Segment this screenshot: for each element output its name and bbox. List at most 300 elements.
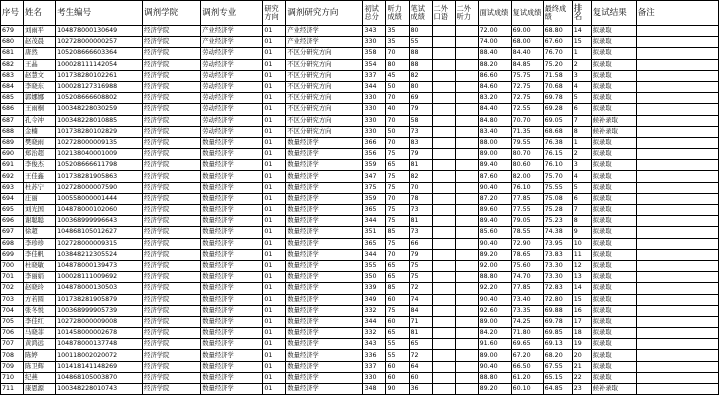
table-cell	[432, 160, 455, 171]
table-cell	[432, 26, 455, 37]
table-cell: 102138040001009	[56, 149, 143, 160]
table-cell: 数量经济学	[201, 216, 263, 227]
table-cell: 数量经济学	[201, 328, 263, 339]
table-cell: 01	[263, 283, 286, 294]
table-cell	[455, 171, 478, 182]
table-cell: 682	[1, 59, 24, 70]
table-cell: 88.80	[478, 272, 511, 283]
table-cell: 拟录取	[591, 372, 636, 383]
table-cell: 01	[263, 372, 286, 383]
table-cell: 数量经济学	[286, 272, 363, 283]
table-cell: 数量经济学	[201, 137, 263, 148]
table-cell: 69.78	[543, 93, 572, 104]
table-cell: 经济学院	[143, 350, 201, 361]
table-cell: 79	[409, 249, 432, 260]
table-cell	[455, 372, 478, 383]
table-cell: 李晓东	[24, 81, 56, 92]
table-cell: 104878000137748	[56, 339, 143, 350]
table-row	[1, 104, 719, 115]
table-cell: 黄鸿远	[24, 339, 56, 350]
table-cell: 100348228030259	[56, 104, 143, 115]
table-cell: 359	[363, 193, 386, 204]
table-cell	[636, 216, 718, 227]
table-row	[1, 305, 719, 316]
table-cell: 数量经济学	[286, 216, 363, 227]
table-cell: 经济学院	[143, 81, 201, 92]
table-cell: 01	[263, 350, 286, 361]
table-cell: 杜晓敏	[24, 260, 56, 271]
table-cell: 359	[363, 160, 386, 171]
table-cell: 庄丽	[24, 193, 56, 204]
table-cell	[636, 339, 718, 350]
table-row	[1, 115, 719, 126]
column-header: 初试总分	[363, 1, 386, 26]
table-cell: 23	[572, 384, 591, 395]
table-cell: 01	[263, 227, 286, 238]
table-row	[1, 26, 719, 37]
table-cell: 10	[572, 238, 591, 249]
table-cell: 7	[572, 205, 591, 216]
table-cell: 330	[363, 126, 386, 137]
table-cell: 01	[263, 37, 286, 48]
column-header: 研究方向	[263, 1, 286, 26]
table-cell	[636, 137, 718, 148]
table-row	[1, 160, 719, 171]
table-cell: 69.65	[511, 339, 543, 350]
table-cell	[455, 260, 478, 271]
table-cell	[432, 294, 455, 305]
table-cell: 拟录取	[591, 81, 636, 92]
table-cell: 89.20	[478, 384, 511, 395]
table-cell: 72.90	[511, 238, 543, 249]
table-cell: 数量经济学	[286, 372, 363, 383]
table-cell: 330	[363, 104, 386, 115]
table-cell: 104868105012627	[56, 227, 143, 238]
table-cell: 105208666603364	[56, 48, 143, 59]
table-cell: 刘光国	[24, 205, 56, 216]
table-cell: 71	[409, 316, 432, 327]
table-cell	[432, 149, 455, 160]
table-cell: 7	[572, 115, 591, 126]
table-cell: 332	[363, 305, 386, 316]
table-cell: 马晓菲	[24, 328, 56, 339]
column-header: 最终成绩	[543, 1, 572, 26]
table-cell: 67.20	[511, 350, 543, 361]
table-cell	[455, 339, 478, 350]
table-cell: 75.08	[543, 193, 572, 204]
table-cell: 75	[386, 305, 409, 316]
table-cell: 73.30	[543, 260, 572, 271]
table-cell: 74.38	[543, 227, 572, 238]
table-cell: 拟录取	[591, 171, 636, 182]
table-cell: 365	[363, 238, 386, 249]
table-cell	[455, 350, 478, 361]
table-cell: 692	[1, 171, 24, 182]
table-cell: 经济学院	[143, 37, 201, 48]
table-row	[1, 193, 719, 204]
table-cell: 6	[572, 104, 591, 115]
column-header: 姓名	[24, 1, 56, 26]
table-cell	[636, 305, 718, 316]
table-cell: 18	[572, 328, 591, 339]
table-cell: 689	[1, 137, 24, 148]
table-cell: 3	[572, 160, 591, 171]
table-cell: 711	[1, 384, 24, 395]
table-cell: 354	[363, 59, 386, 70]
table-cell: 拟录取	[591, 205, 636, 216]
table-cell: 355	[363, 260, 386, 271]
table-cell	[636, 316, 718, 327]
table-cell: 5	[572, 182, 591, 193]
table-cell	[432, 372, 455, 383]
table-cell: 699	[1, 249, 24, 260]
table-cell: 104878000130649	[56, 26, 143, 37]
table-cell: 01	[263, 81, 286, 92]
table-cell: 101738281905879	[56, 294, 143, 305]
table-cell	[432, 316, 455, 327]
table-cell: 数量经济学	[286, 205, 363, 216]
table-cell: 劳动经济学	[201, 48, 263, 59]
table-cell: 经济学院	[143, 227, 201, 238]
table-cell	[455, 160, 478, 171]
table-cell: 84	[409, 305, 432, 316]
table-cell: 90.40	[478, 238, 511, 249]
table-cell: 100028111009692	[56, 272, 143, 283]
table-cell: 344	[363, 249, 386, 260]
table-cell: 80	[409, 26, 432, 37]
table-cell: 85	[386, 283, 409, 294]
table-cell: 694	[1, 193, 24, 204]
table-cell: 拟录取	[591, 328, 636, 339]
table-cell: 李丽娟	[24, 272, 56, 283]
table-cell: 数量经济学	[201, 350, 263, 361]
table-cell: 4	[572, 171, 591, 182]
table-cell	[432, 216, 455, 227]
table-cell: 郭娜娜	[24, 93, 56, 104]
table-cell: 数量经济学	[201, 339, 263, 350]
table-cell: 87.20	[478, 193, 511, 204]
table-row	[1, 37, 719, 48]
table-cell	[432, 328, 455, 339]
table-cell: 83.40	[478, 126, 511, 137]
table-cell	[455, 283, 478, 294]
table-cell: 65	[409, 339, 432, 350]
table-cell: 数量经济学	[201, 283, 263, 294]
table-cell: 103848212305524	[56, 249, 143, 260]
table-cell: 拟录取	[591, 104, 636, 115]
table-cell: 拟录取	[591, 227, 636, 238]
table-cell: 69.00	[511, 26, 543, 37]
table-cell: 数量经济学	[201, 294, 263, 305]
table-row	[1, 361, 719, 372]
table-cell: 100028127316988	[56, 81, 143, 92]
table-cell: 赵茂晨	[24, 37, 56, 48]
table-cell: 70.68	[543, 81, 572, 92]
table-cell	[636, 81, 718, 92]
table-cell: 348	[363, 384, 386, 395]
table-cell: 87.60	[478, 171, 511, 182]
table-cell: 73.95	[543, 238, 572, 249]
table-cell: 王雨桐	[24, 104, 56, 115]
table-cell	[432, 81, 455, 92]
table-cell: 75	[386, 216, 409, 227]
table-cell: 劳动经济学	[201, 104, 263, 115]
table-cell	[636, 294, 718, 305]
table-cell: 拟录取	[591, 26, 636, 37]
table-cell: 经济学院	[143, 316, 201, 327]
table-cell: 76.70	[543, 48, 572, 59]
table-cell: 01	[263, 339, 286, 350]
table-cell: 684	[1, 81, 24, 92]
table-cell: 69.88	[543, 305, 572, 316]
table-cell	[636, 328, 718, 339]
table-row	[1, 59, 719, 70]
table-cell: 经济学院	[143, 48, 201, 59]
table-cell: 73.30	[543, 272, 572, 283]
table-cell	[455, 227, 478, 238]
table-cell: 经济学院	[143, 249, 201, 260]
table-cell: 336	[363, 350, 386, 361]
table-cell	[432, 272, 455, 283]
table-cell	[636, 104, 718, 115]
table-cell	[636, 37, 718, 48]
table-row	[1, 216, 719, 227]
table-cell: 孔令冲	[24, 115, 56, 126]
table-cell: 74	[409, 294, 432, 305]
table-cell: 73.40	[511, 294, 543, 305]
table-cell	[636, 171, 718, 182]
table-cell	[432, 305, 455, 316]
table-cell: 候补录取	[591, 126, 636, 137]
table-cell: 经济学院	[143, 294, 201, 305]
table-cell: 79	[409, 104, 432, 115]
table-cell: 22	[572, 372, 591, 383]
table-cell: 66.50	[511, 361, 543, 372]
table-cell	[455, 361, 478, 372]
table-cell: 70	[409, 182, 432, 193]
table-cell: 81	[409, 328, 432, 339]
table-cell: 65	[386, 260, 409, 271]
table-cell	[455, 104, 478, 115]
column-header: 听力成绩	[386, 1, 409, 26]
table-cell: 经济学院	[143, 59, 201, 70]
table-cell: 01	[263, 305, 286, 316]
table-row	[1, 260, 719, 271]
table-cell: 84.20	[478, 328, 511, 339]
table-row	[1, 350, 719, 361]
table-cell: 经济学院	[143, 260, 201, 271]
table-cell: 拟录取	[591, 283, 636, 294]
table-cell: 数量经济学	[201, 361, 263, 372]
table-cell: 数量经济学	[286, 149, 363, 160]
table-cell	[455, 316, 478, 327]
table-cell	[432, 126, 455, 137]
table-cell: 330	[363, 37, 386, 48]
table-cell: 拟录取	[591, 272, 636, 283]
table-cell: 68.80	[543, 26, 572, 37]
table-cell: 695	[1, 205, 24, 216]
table-cell: 70	[386, 193, 409, 204]
table-cell: 金楠	[24, 126, 56, 137]
table-cell	[636, 26, 718, 37]
table-cell: 5	[572, 93, 591, 104]
table-cell: 数量经济学	[201, 372, 263, 383]
table-cell: 产业经济学	[201, 37, 263, 48]
table-cell: 01	[263, 316, 286, 327]
table-cell: 67.60	[543, 37, 572, 48]
table-cell: 拟录取	[591, 37, 636, 48]
table-cell: 81	[409, 160, 432, 171]
table-cell: 73.83	[543, 249, 572, 260]
table-cell: 李佳红	[24, 316, 56, 327]
table-cell: 102728000009135	[56, 137, 143, 148]
table-cell: 72	[409, 283, 432, 294]
table-cell: 劳动经济学	[201, 70, 263, 81]
table-cell: 75.28	[543, 205, 572, 216]
column-header: 考生编号	[56, 1, 143, 26]
table-cell	[636, 48, 718, 59]
table-cell: 78.55	[511, 227, 543, 238]
table-cell: 707	[1, 339, 24, 350]
table-cell	[455, 70, 478, 81]
table-cell: 101418141148269	[56, 361, 143, 372]
table-cell	[432, 193, 455, 204]
table-cell: 709	[1, 361, 24, 372]
table-cell: 704	[1, 305, 24, 316]
table-cell: 不区分研究方向	[286, 70, 363, 81]
table-cell: 01	[263, 59, 286, 70]
table-cell: 35	[386, 26, 409, 37]
table-row	[1, 384, 719, 395]
table-cell: 347	[363, 171, 386, 182]
table-cell: 70	[386, 249, 409, 260]
table-cell: 86.60	[478, 70, 511, 81]
table-cell: 2	[572, 59, 591, 70]
table-cell	[432, 361, 455, 372]
table-cell: 73	[409, 126, 432, 137]
table-cell: 拟录取	[591, 249, 636, 260]
table-cell: 12	[572, 260, 591, 271]
table-cell: 01	[263, 26, 286, 37]
table-cell: 84.60	[478, 81, 511, 92]
table-cell: 77.85	[511, 283, 543, 294]
table-cell: 337	[363, 70, 386, 81]
table-cell: 6	[572, 193, 591, 204]
table-cell: 60	[409, 372, 432, 383]
table-cell: 14	[572, 283, 591, 294]
table-cell: 数量经济学	[286, 137, 363, 148]
table-cell: 陈卫辉	[24, 361, 56, 372]
table-cell: 100028111142054	[56, 59, 143, 70]
table-cell	[636, 272, 718, 283]
column-header: 复试成绩	[511, 1, 543, 26]
table-cell: 劳动经济学	[201, 115, 263, 126]
table-cell: 1	[572, 48, 591, 59]
table-cell	[432, 227, 455, 238]
table-cell: 杜苏宁	[24, 182, 56, 193]
table-cell: 01	[263, 137, 286, 148]
table-cell: 74.70	[511, 272, 543, 283]
table-cell	[432, 384, 455, 395]
header-row	[1, 1, 719, 26]
table-cell	[636, 205, 718, 216]
table-cell	[455, 93, 478, 104]
table-cell: 数量经济学	[286, 171, 363, 182]
table-cell: 01	[263, 182, 286, 193]
table-cell: 75.23	[543, 216, 572, 227]
table-cell	[432, 238, 455, 249]
table-cell: 经济学院	[143, 328, 201, 339]
table-row	[1, 171, 719, 182]
table-cell: 数量经济学	[286, 249, 363, 260]
table-cell: 19	[572, 339, 591, 350]
table-cell: 15	[572, 294, 591, 305]
table-cell: 690	[1, 149, 24, 160]
table-cell: 01	[263, 361, 286, 372]
table-cell	[432, 205, 455, 216]
table-cell: 71.80	[511, 328, 543, 339]
table-cell	[636, 70, 718, 81]
table-cell: 70	[386, 93, 409, 104]
table-cell	[455, 182, 478, 193]
table-cell: 01	[263, 48, 286, 59]
table-cell	[432, 249, 455, 260]
table-cell: 经济学院	[143, 115, 201, 126]
table-cell: 90.40	[478, 294, 511, 305]
table-cell: 徐超	[24, 227, 56, 238]
table-cell: 74.00	[478, 37, 511, 48]
table-cell: 数量经济学	[286, 316, 363, 327]
table-row	[1, 294, 719, 305]
table-cell: 693	[1, 182, 24, 193]
table-cell: 101738280102261	[56, 70, 143, 81]
table-cell: 104868105003870	[56, 372, 143, 383]
table-cell: 72.80	[543, 294, 572, 305]
table-cell: 72.75	[511, 81, 543, 92]
table-cell	[636, 193, 718, 204]
table-cell: 数量经济学	[286, 227, 363, 238]
table-cell: 60	[386, 361, 409, 372]
table-cell: 数量经济学	[286, 361, 363, 372]
table-cell	[636, 160, 718, 171]
table-cell: 344	[363, 216, 386, 227]
table-cell: 50	[386, 81, 409, 92]
table-cell: 经济学院	[143, 193, 201, 204]
table-cell: 80	[409, 81, 432, 92]
column-header: 调剂学院	[143, 1, 201, 26]
table-cell: 330	[363, 372, 386, 383]
table-cell: 拟录取	[591, 137, 636, 148]
table-cell	[636, 361, 718, 372]
table-cell: 数量经济学	[201, 384, 263, 395]
table-cell	[432, 48, 455, 59]
table-cell	[636, 283, 718, 294]
table-cell: 01	[263, 205, 286, 216]
table-cell: 77.55	[511, 205, 543, 216]
table-cell	[432, 260, 455, 271]
table-cell: 84.85	[511, 59, 543, 70]
table-cell: 数量经济学	[286, 305, 363, 316]
table-cell: 60	[386, 372, 409, 383]
table-cell: 01	[263, 171, 286, 182]
table-cell: 75	[409, 272, 432, 283]
table-cell	[455, 294, 478, 305]
table-cell	[455, 305, 478, 316]
table-cell	[432, 137, 455, 148]
table-cell: 70	[386, 115, 409, 126]
table-cell: 经济学院	[143, 93, 201, 104]
table-cell: 劳动经济学	[201, 81, 263, 92]
